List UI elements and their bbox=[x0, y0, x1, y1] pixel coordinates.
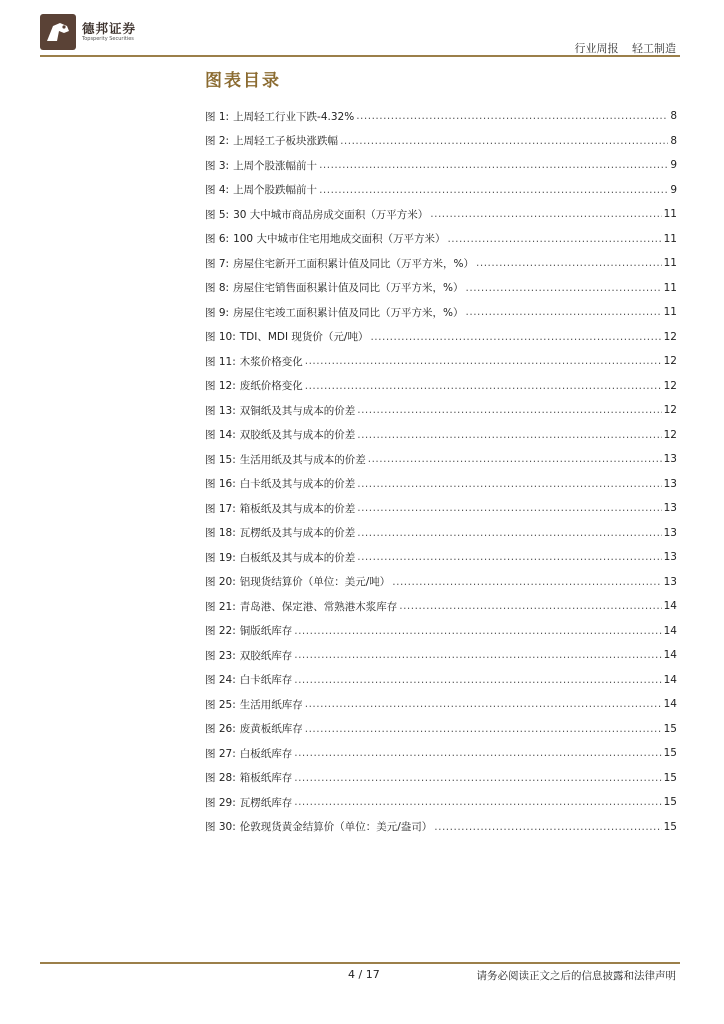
toc-entry-label: 图 9: bbox=[205, 306, 230, 319]
toc-entry-page: 14 bbox=[663, 649, 677, 662]
toc-entry-title: 铜版纸库存 bbox=[239, 625, 293, 638]
toc-entry-page: 15 bbox=[663, 771, 677, 784]
toc-entry-label: 图 14: bbox=[205, 429, 236, 442]
toc-leader-dots bbox=[357, 527, 661, 539]
toc-leader-dots bbox=[368, 453, 662, 465]
toc-entry-label: 图 19: bbox=[205, 551, 236, 564]
toc-entry-label: 图 15: bbox=[205, 453, 236, 466]
toc-leader-dots bbox=[466, 306, 662, 318]
toc-entry-title: 100 大中城市住宅用地成交面积（万平方米） bbox=[233, 233, 446, 246]
toc-entry-label: 图 10: bbox=[205, 331, 236, 344]
toc-entry-title: 双胶纸及其与成本的价差 bbox=[239, 429, 356, 442]
footer-divider bbox=[40, 962, 680, 964]
toc-title: 图表目录 bbox=[205, 71, 281, 91]
toc-entry-label: 图 30: bbox=[205, 821, 236, 834]
toc-leader-dots bbox=[357, 502, 661, 514]
toc-leader-dots bbox=[466, 282, 662, 294]
toc-entry-page: 9 bbox=[670, 183, 677, 196]
toc-entry-label: 图 28: bbox=[205, 772, 236, 785]
toc-entry[interactable] bbox=[205, 545, 677, 570]
toc-entry-title: 白卡纸及其与成本的价差 bbox=[239, 478, 356, 491]
toc-entry[interactable] bbox=[205, 227, 677, 252]
toc-entry-title: 双胶纸库存 bbox=[239, 649, 293, 662]
toc-entry-title: 生活用纸库存 bbox=[239, 698, 303, 711]
toc-entry-page: 11 bbox=[663, 232, 677, 245]
toc-entry-title: 30 大中城市商品房成交面积（万平方米） bbox=[233, 208, 429, 221]
toc-entry-page: 14 bbox=[663, 600, 677, 613]
toc-entry-page: 9 bbox=[670, 159, 677, 172]
toc-leader-dots bbox=[399, 600, 661, 612]
toc-entry-page: 8 bbox=[670, 110, 677, 123]
toc-entry-label: 图 29: bbox=[205, 796, 236, 809]
sector-name: 轻工制造 bbox=[632, 42, 676, 55]
toc-entry[interactable] bbox=[205, 790, 677, 815]
toc-entry[interactable] bbox=[205, 153, 677, 178]
toc-entry-title: 上周个股涨幅前十 bbox=[233, 159, 318, 172]
toc-entry[interactable] bbox=[205, 300, 677, 325]
toc-entry-page: 11 bbox=[663, 257, 677, 270]
toc-entry-page: 13 bbox=[663, 526, 677, 539]
figure-toc-list bbox=[205, 104, 677, 839]
toc-entry-label: 图 6: bbox=[205, 233, 230, 246]
toc-entry-label: 图 26: bbox=[205, 723, 236, 736]
toc-leader-dots bbox=[305, 698, 662, 710]
toc-entry[interactable] bbox=[205, 766, 677, 791]
toc-entry-page: 14 bbox=[663, 673, 677, 686]
toc-entry[interactable] bbox=[205, 521, 677, 546]
toc-entry[interactable] bbox=[205, 349, 677, 374]
toc-entry-title: 瓦楞纸及其与成本的价差 bbox=[239, 527, 356, 540]
toc-entry-label: 图 11: bbox=[205, 355, 236, 368]
toc-entry-page: 11 bbox=[663, 306, 677, 319]
toc-entry[interactable] bbox=[205, 178, 677, 203]
logo-text-en: Topsperity Securities bbox=[82, 36, 134, 42]
toc-entry-title: 箱板纸及其与成本的价差 bbox=[239, 502, 356, 515]
toc-entry[interactable] bbox=[205, 129, 677, 154]
toc-entry-title: 房屋住宅新开工面积累计值及同比（万平方米，%） bbox=[233, 257, 475, 270]
toc-entry[interactable] bbox=[205, 447, 677, 472]
toc-entry-page: 12 bbox=[663, 355, 677, 368]
toc-entry[interactable] bbox=[205, 692, 677, 717]
toc-entry-label: 图 17: bbox=[205, 502, 236, 515]
toc-entry-page: 14 bbox=[663, 698, 677, 711]
toc-entry-label: 图 5: bbox=[205, 208, 230, 221]
toc-leader-dots bbox=[357, 551, 661, 563]
toc-entry-page: 13 bbox=[663, 477, 677, 490]
toc-entry[interactable] bbox=[205, 398, 677, 423]
toc-leader-dots bbox=[294, 674, 661, 686]
toc-entry[interactable] bbox=[205, 276, 677, 301]
toc-entry-label: 图 27: bbox=[205, 747, 236, 760]
toc-entry-label: 图 24: bbox=[205, 674, 236, 687]
toc-entry-page: 12 bbox=[663, 428, 677, 441]
toc-entry-label: 图 4: bbox=[205, 184, 230, 197]
page-number: 4 / 17 bbox=[348, 968, 380, 981]
toc-entry-title: TDI、MDI 现货价（元/吨） bbox=[239, 331, 369, 344]
toc-leader-dots bbox=[294, 772, 661, 784]
toc-entry[interactable] bbox=[205, 815, 677, 840]
toc-entry-title: 青岛港、保定港、常熟港木浆库存 bbox=[239, 600, 398, 613]
toc-leader-dots bbox=[357, 404, 661, 416]
toc-entry-page: 13 bbox=[663, 502, 677, 515]
toc-entry[interactable] bbox=[205, 668, 677, 693]
toc-entry-label: 图 7: bbox=[205, 257, 230, 270]
company-logo bbox=[40, 14, 160, 54]
toc-leader-dots bbox=[356, 110, 668, 122]
toc-entry-page: 13 bbox=[663, 575, 677, 588]
toc-leader-dots bbox=[294, 625, 661, 637]
toc-entry-title: 废黄板纸库存 bbox=[239, 723, 303, 736]
toc-entry[interactable] bbox=[205, 472, 677, 497]
toc-entry-title: 上周轻工行业下跌-4.32% bbox=[233, 110, 355, 123]
toc-entry-page: 13 bbox=[663, 551, 677, 564]
toc-entry-title: 白板纸库存 bbox=[239, 747, 293, 760]
toc-entry-title: 上周个股跌幅前十 bbox=[233, 184, 318, 197]
toc-leader-dots bbox=[476, 257, 662, 269]
toc-entry-page: 15 bbox=[663, 820, 677, 833]
toc-leader-dots bbox=[294, 796, 661, 808]
toc-entry-title: 伦敦现货黄金结算价（单位：美元/盎司） bbox=[239, 821, 433, 834]
toc-leader-dots bbox=[294, 649, 661, 661]
toc-entry-title: 木浆价格变化 bbox=[239, 355, 303, 368]
toc-entry-label: 图 1: bbox=[205, 110, 230, 123]
toc-entry-label: 图 12: bbox=[205, 380, 236, 393]
logo-text-cn: 德邦证券 bbox=[82, 21, 137, 36]
header-info bbox=[575, 40, 677, 56]
toc-entry[interactable] bbox=[205, 570, 677, 595]
toc-entry[interactable] bbox=[205, 619, 677, 644]
toc-entry-label: 图 20: bbox=[205, 576, 236, 589]
toc-entry[interactable] bbox=[205, 104, 677, 129]
toc-leader-dots bbox=[340, 135, 668, 147]
toc-entry-title: 白板纸及其与成本的价差 bbox=[239, 551, 356, 564]
toc-entry-title: 瓦楞纸库存 bbox=[239, 796, 293, 809]
toc-entry[interactable] bbox=[205, 374, 677, 399]
toc-entry-label: 图 2: bbox=[205, 135, 230, 148]
toc-leader-dots bbox=[434, 821, 661, 833]
toc-leader-dots bbox=[294, 747, 661, 759]
toc-entry-title: 箱板纸库存 bbox=[239, 772, 293, 785]
report-type: 行业周报 bbox=[574, 42, 619, 55]
toc-leader-dots bbox=[319, 184, 668, 196]
toc-entry-label: 图 21: bbox=[205, 600, 236, 613]
toc-leader-dots bbox=[319, 159, 668, 171]
toc-entry-page: 8 bbox=[670, 134, 677, 147]
toc-entry-label: 图 18: bbox=[205, 527, 236, 540]
toc-entry-title: 双铜纸及其与成本的价差 bbox=[239, 404, 356, 417]
toc-leader-dots bbox=[430, 208, 661, 220]
toc-leader-dots bbox=[305, 723, 662, 735]
toc-entry[interactable] bbox=[205, 643, 677, 668]
toc-leader-dots bbox=[392, 576, 661, 588]
toc-entry-page: 13 bbox=[663, 453, 677, 466]
toc-entry[interactable] bbox=[205, 325, 677, 350]
toc-entry-page: 12 bbox=[663, 404, 677, 417]
toc-entry-page: 15 bbox=[663, 747, 677, 760]
toc-leader-dots bbox=[370, 331, 661, 343]
toc-entry-title: 上周轻工子板块涨跌幅 bbox=[233, 135, 339, 148]
toc-entry[interactable] bbox=[205, 251, 677, 276]
toc-entry-title: 房屋住宅销售面积累计值及同比（万平方米，%） bbox=[233, 282, 464, 295]
toc-entry-page: 11 bbox=[663, 281, 677, 294]
toc-entry-label: 图 22: bbox=[205, 625, 236, 638]
toc-leader-dots bbox=[357, 478, 661, 490]
toc-entry-label: 图 16: bbox=[205, 478, 236, 491]
toc-entry-label: 图 8: bbox=[205, 282, 230, 295]
toc-leader-dots bbox=[447, 233, 661, 245]
toc-entry-page: 12 bbox=[663, 379, 677, 392]
toc-entry-label: 图 13: bbox=[205, 404, 236, 417]
toc-entry[interactable] bbox=[205, 741, 677, 766]
toc-entry-label: 图 25: bbox=[205, 698, 236, 711]
toc-entry-label: 图 3: bbox=[205, 159, 230, 172]
toc-entry[interactable] bbox=[205, 423, 677, 448]
toc-entry-page: 12 bbox=[663, 330, 677, 343]
toc-entry-title: 铝现货结算价（单位：美元/吨） bbox=[239, 576, 391, 589]
disclaimer-text: 请务必阅读正文之后的信息披露和法律声明 bbox=[476, 970, 676, 982]
toc-entry-title: 废纸价格变化 bbox=[239, 380, 303, 393]
toc-entry-page: 11 bbox=[663, 208, 677, 221]
toc-entry-label: 图 23: bbox=[205, 649, 236, 662]
toc-entry-title: 白卡纸库存 bbox=[239, 674, 293, 687]
toc-leader-dots bbox=[305, 380, 662, 392]
toc-entry[interactable] bbox=[205, 202, 677, 227]
toc-entry[interactable] bbox=[205, 496, 677, 521]
toc-entry[interactable] bbox=[205, 594, 677, 619]
toc-entry-page: 14 bbox=[663, 624, 677, 637]
toc-entry[interactable] bbox=[205, 717, 677, 742]
toc-entry-page: 15 bbox=[663, 796, 677, 809]
toc-leader-dots bbox=[305, 355, 662, 367]
toc-leader-dots bbox=[357, 429, 661, 441]
toc-entry-title: 生活用纸及其与成本的价差 bbox=[239, 453, 366, 466]
header-divider bbox=[40, 55, 680, 57]
logo-mark-icon bbox=[40, 14, 76, 50]
toc-entry-title: 房屋住宅竣工面积累计值及同比（万平方米，%） bbox=[233, 306, 464, 319]
toc-entry-page: 15 bbox=[663, 722, 677, 735]
